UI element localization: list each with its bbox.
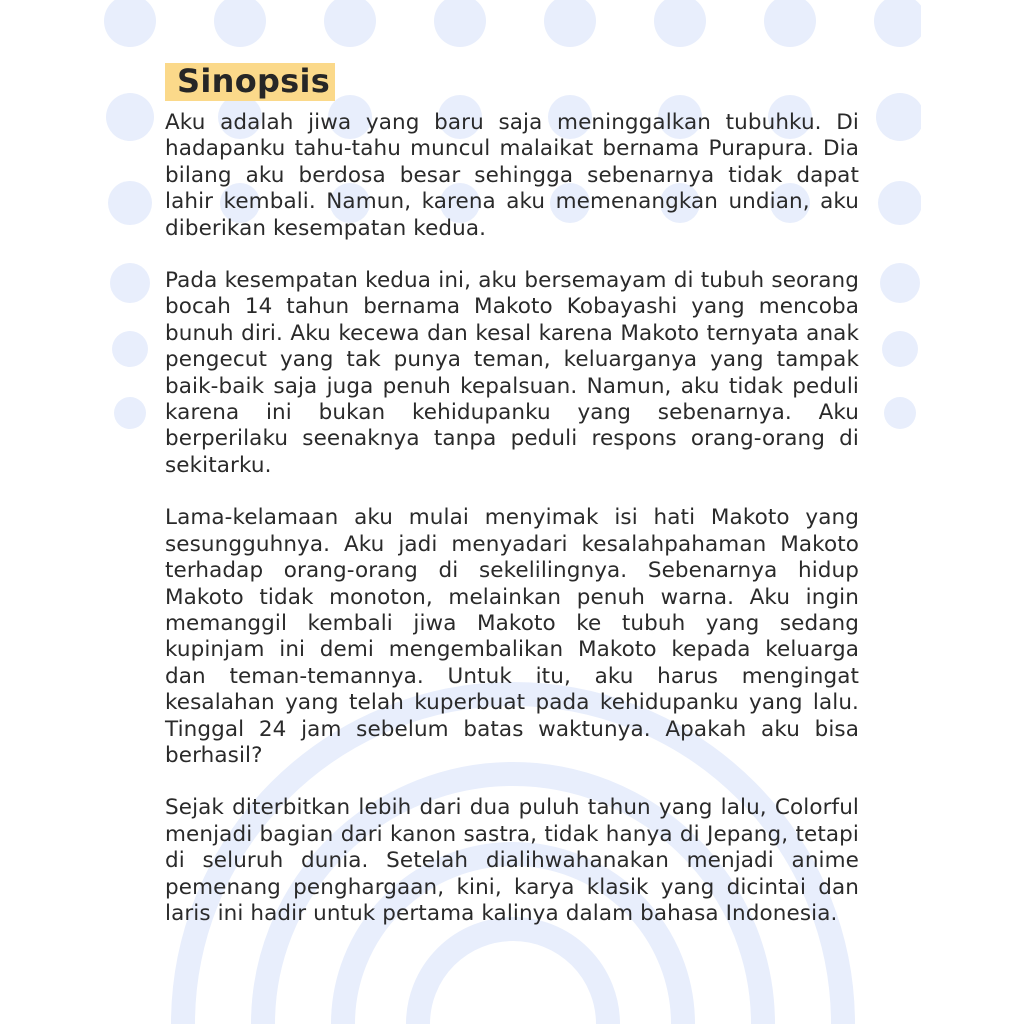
decor-dot [654, 0, 706, 47]
decor-dot [110, 263, 150, 303]
decor-dot [884, 397, 916, 429]
decor-dot [880, 263, 920, 303]
decor-dot [874, 0, 921, 47]
paragraph: Aku adalah jiwa yang baru saja meninggalkan tubuhku. Di hadapanku tahu-tahu muncul malaikat bernama Purapura. Dia bilang aku berdosa besar sehingga sebenarnya tidak dapat lahir kembali. Namun, karena aku memenangkan undian, aku diberikan kesempatan kedua. [165, 110, 859, 241]
decor-dot [114, 397, 146, 429]
decor-dot [106, 93, 154, 141]
decor-dot [108, 181, 152, 225]
decor-dot [104, 0, 156, 47]
paragraph: Lama-kelamaan aku mulai menyimak isi hati Makoto yang sesungguhnya. Aku jadi menyadari kesalahpahaman Makoto terhadap orang-orang di sekelilingnya. Sebenarnya hidup Makoto tidak monoton, melainkan penuh warna. Aku ingin memanggil kembali jiwa Makoto ke tubuh yang sedang kupinjam ini demi mengembalikan Makoto kepada keluarga dan teman-temannya. Untuk itu, aku harus mengingat kesalahan yang telah kuperbuat pada kehidupanku yang lalu. Tinggal 24 jam sebelum batas waktunya. Apakah aku bisa berhasil? [165, 505, 859, 768]
synopsis-body [165, 110, 859, 953]
section-title: Sinopsis [177, 62, 331, 100]
decor-dot [876, 93, 921, 141]
decor-dot [214, 0, 266, 47]
paragraph: Pada kesempatan kedua ini, aku bersemayam di tubuh seorang bocah 14 tahun bernama Makoto Kobayashi yang mencoba bunuh diri. Aku kecewa dan kesal karena Makoto ternyata anak pengecut yang tak punya teman, keluarganya yang tampak baik-baik saja juga penuh kepalsuan. Namun, aku tidak peduli karena ini bukan kehidupanku yang sebenarnya. Aku berperilaku seenaknya tanpa peduli respons orang-orang di sekitarku. [165, 268, 859, 478]
decor-dot [878, 181, 921, 225]
decor-dot [882, 331, 918, 367]
decor-dot [324, 0, 376, 47]
decor-dot [764, 0, 816, 47]
decor-dot [544, 0, 596, 47]
decor-dot [112, 331, 148, 367]
synopsis-panel [103, 0, 921, 1024]
paragraph: Sejak diterbitkan lebih dari dua puluh tahun yang lalu, Colorful menjadi bagian dari kanon sastra, tidak hanya di Jepang, tetapi di seluruh dunia. Setelah dialihwahanakan menjadi anime pemenang penghargaan, kini, karya klasik yang dicintai dan laris ini hadir untuk pertama kalinya dalam bahasa Indonesia. [165, 795, 859, 926]
decor-dot [434, 0, 486, 47]
